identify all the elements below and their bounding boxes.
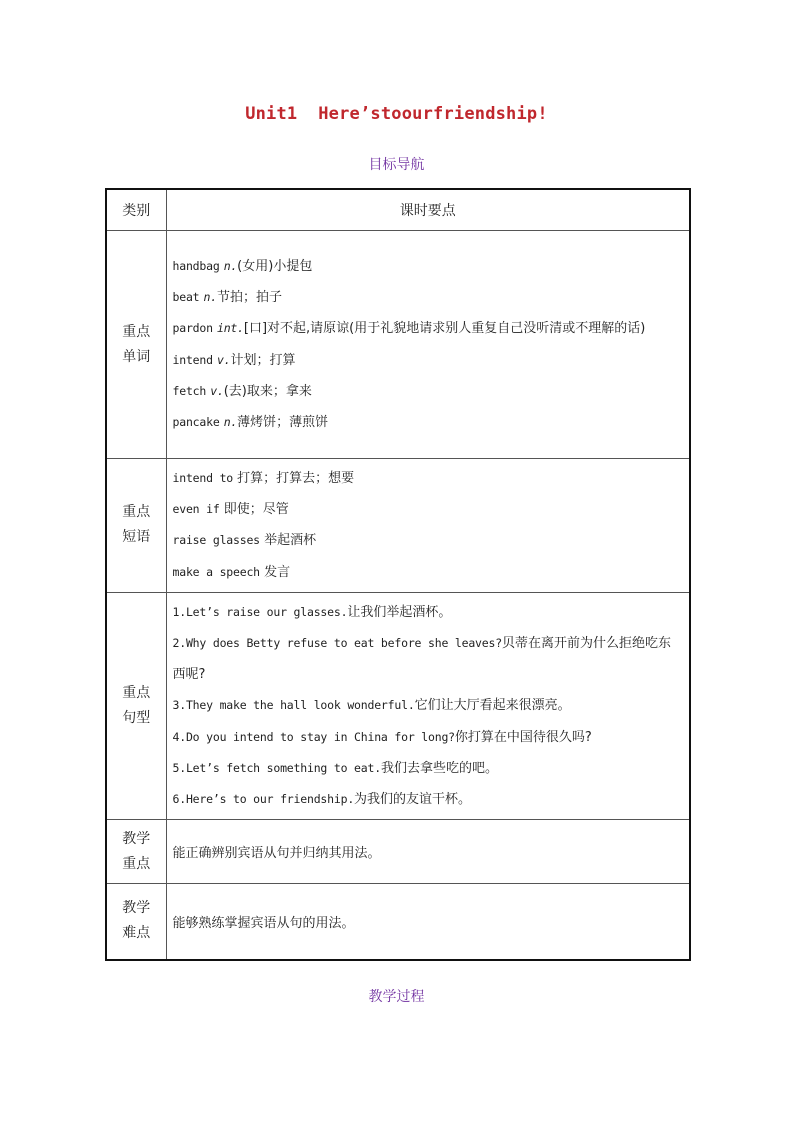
list-item: 6.Here’s to our friendship.为我们的友谊干杯。 (172, 792, 472, 808)
sentences-category-line1: 重点 (122, 685, 151, 702)
words-category (106, 231, 166, 459)
words-content (166, 231, 690, 459)
sentences-category (106, 592, 166, 819)
difficulty-row (106, 884, 690, 960)
words-category-line1: 重点 (122, 323, 151, 340)
list-item: raise glasses 举起酒杯 (172, 533, 317, 549)
list-item: 1.Let’s raise our glasses.让我们举起酒杯。 (172, 604, 452, 620)
list-item: make a speech 发言 (172, 564, 291, 580)
focus-category-line2: 重点 (122, 855, 151, 872)
focus-category (106, 820, 166, 884)
target-heading: 目标导航 (368, 157, 425, 173)
words-row (106, 231, 690, 459)
list-item: pancake n.薄烤饼；薄煎饼 (172, 414, 329, 430)
list-item: 5.Let’s fetch something to eat.我们去拿些吃的吧。 (172, 760, 498, 776)
table-header-row (106, 189, 690, 231)
list-item: even if 即使；尽管 (172, 502, 289, 518)
list-item: intend v.计划；打算 (172, 352, 296, 368)
process-heading: 教学过程 (368, 989, 425, 1005)
header-points: 课时要点 (166, 189, 690, 231)
phrases-category-line2: 短语 (122, 529, 151, 546)
key-points-table (105, 188, 691, 961)
list-item: 3.They make the hall look wonderful.它们让大厅看起来很漂亮。 (172, 698, 571, 714)
sentences-content (166, 592, 690, 819)
difficulty-category-line2: 难点 (122, 925, 151, 942)
list-item: handbag n.(女用)小提包 (172, 258, 313, 274)
list-item: beat n.节拍；拍子 (172, 290, 283, 306)
phrases-category-line1: 重点 (122, 504, 151, 521)
page-title: Unit1 Here’stoourfriendship! (245, 104, 548, 124)
words-category-line2: 单词 (122, 348, 151, 365)
phrases-row (106, 459, 690, 593)
difficulty-category-line1: 教学 (122, 900, 151, 917)
sentences-category-line2: 句型 (122, 710, 151, 727)
focus-content: 能正确辨别宾语从句并归纳其用法。 (166, 820, 690, 884)
list-item: 2.Why does Betty refuse to eat before she leaves?贝蒂在离开前为什么拒绝吃东西呢? (172, 636, 671, 683)
difficulty-category (106, 884, 166, 960)
phrases-category (106, 459, 166, 593)
list-item: intend to 打算；打算去；想要 (172, 471, 355, 486)
list-item: 4.Do you intend to stay in China for long?你打算在中国待很久吗? (172, 729, 592, 745)
list-item: pardon int.[口]对不起,请原谅(用于礼貌地请求别人重复自己没听清或不理解的话) (172, 321, 646, 337)
difficulty-content: 能够熟练掌握宾语从句的用法。 (166, 884, 690, 960)
sentences-row (106, 592, 690, 819)
phrases-content (166, 459, 690, 593)
focus-category-line1: 教学 (122, 830, 151, 847)
header-category: 类别 (106, 189, 166, 231)
focus-row (106, 820, 690, 884)
list-item: fetch v.(去)取来；拿来 (172, 383, 312, 399)
